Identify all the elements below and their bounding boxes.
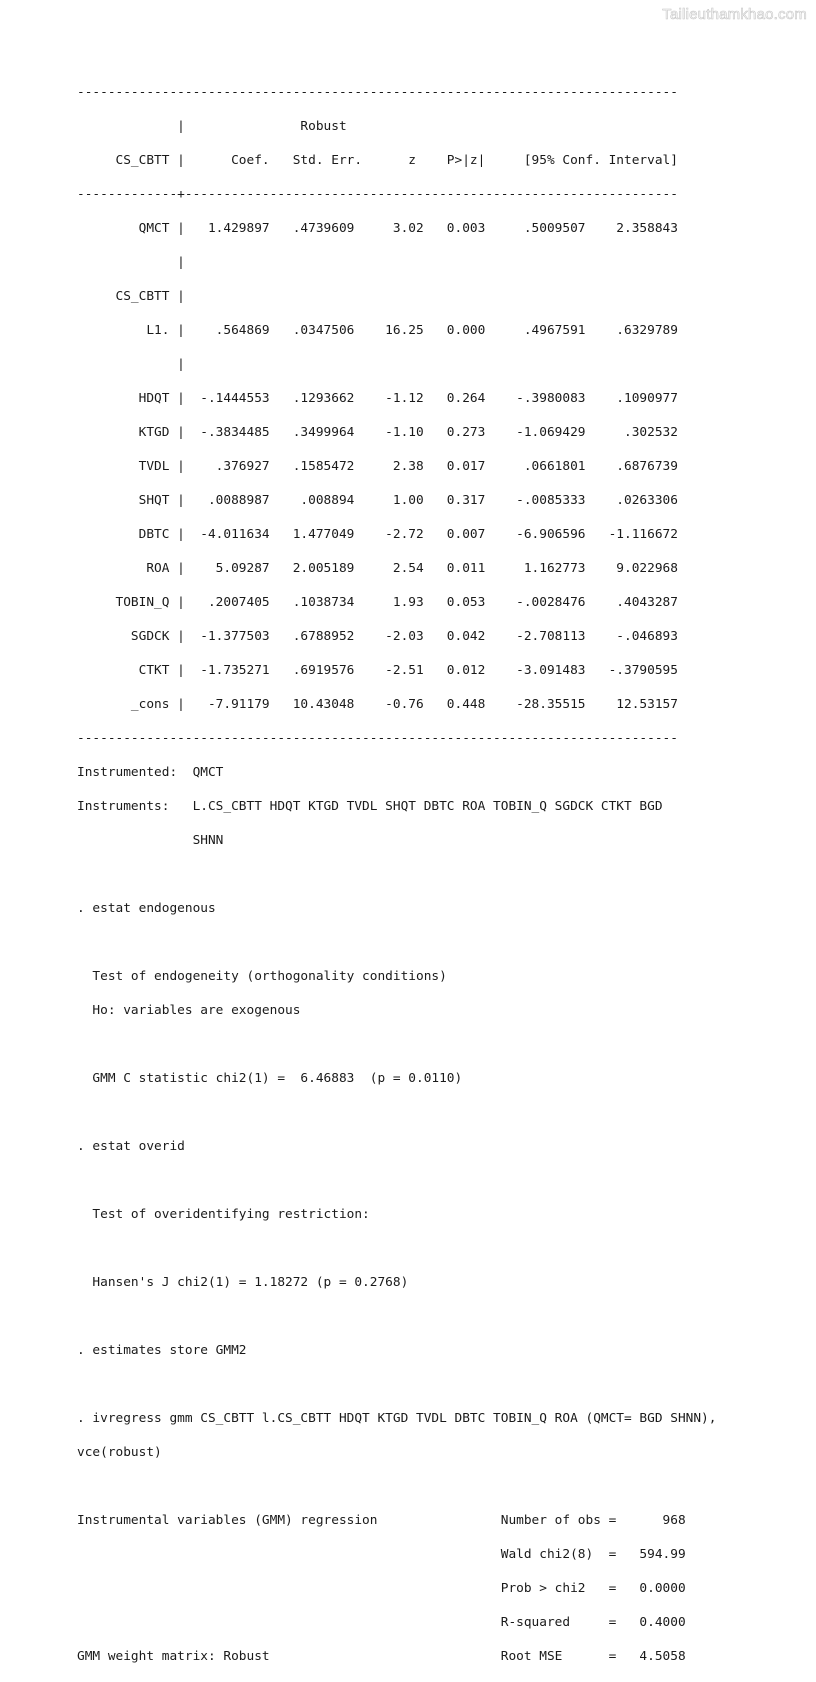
table-rule-top: ------------------------------------------------------------------------------	[77, 85, 678, 100]
blank-line	[77, 866, 777, 883]
endogeneity-hypothesis: Ho: variables are exogenous	[77, 1003, 301, 1018]
table-row: KTGD | -.3834485 .3499964 -1.10 0.273 -1.069429 .302532	[77, 425, 678, 440]
table-header-columns: CS_CBTT | Coef. Std. Err. z P>|z| [95% Conf. Interval]	[77, 153, 678, 168]
table-rule-mid: -------------+----------------------------------------------------------------	[77, 187, 678, 202]
command-ivregress: . ivregress gmm CS_CBTT l.CS_CBTT HDQT KTGD TVDL DBTC TOBIN_Q ROA (QMCT= BGD SHNN),	[77, 1411, 717, 1426]
table-row: SHQT | .0088987 .008894 1.00 0.317 -.0085333 .0263306	[77, 493, 678, 508]
blank-line	[77, 1478, 777, 1495]
table-row: HDQT | -.1444553 .1293662 -1.12 0.264 -.3980083 .1090977	[77, 391, 678, 406]
instrumented-line: Instrumented: QMCT	[77, 765, 224, 780]
blank-line	[77, 1240, 777, 1257]
table-row: _cons | -7.91179 10.43048 -0.76 0.448 -28.35515 12.53157	[77, 697, 678, 712]
blank-line	[77, 1376, 777, 1393]
gmm-c-statistic: GMM C statistic chi2(1) = 6.46883 (p = 0.0110)	[77, 1071, 463, 1086]
table-row: CTKT | -1.735271 .6919576 -2.51 0.012 -3.091483 -.3790595	[77, 663, 678, 678]
blank-line	[77, 934, 777, 951]
table-row: |	[77, 255, 185, 270]
command-estat-overid: . estat overid	[77, 1139, 185, 1154]
regression-summary-line: Instrumental variables (GMM) regression Number of obs = 968	[77, 1513, 686, 1528]
blank-line	[77, 1036, 777, 1053]
table-row: QMCT | 1.429897 .4739609 3.02 0.003 .5009507 2.358843	[77, 221, 678, 236]
table-row: ROA | 5.09287 2.005189 2.54 0.011 1.162773 9.022968	[77, 561, 678, 576]
table-row: L1. | .564869 .0347506 16.25 0.000 .4967591 .6329789	[77, 323, 678, 338]
command-ivregress-cont: vce(robust)	[77, 1445, 162, 1460]
hansen-j-statistic: Hansen's J chi2(1) = 1.18272 (p = 0.2768)	[77, 1275, 409, 1290]
instruments-line-cont: SHNN	[77, 833, 224, 848]
regression-summary-line: R-squared = 0.4000	[77, 1615, 686, 1630]
blank-line	[77, 1172, 777, 1189]
table-row: TOBIN_Q | .2007405 .1038734 1.93 0.053 -.0028476 .4043287	[77, 595, 678, 610]
command-estimates-store: . estimates store GMM2	[77, 1343, 247, 1358]
table-rule-bottom: ------------------------------------------------------------------------------	[77, 731, 678, 746]
regression-summary-line: GMM weight matrix: Robust Root MSE = 4.5058	[77, 1649, 686, 1664]
stata-output	[77, 67, 777, 1682]
table-row: DBTC | -4.011634 1.477049 -2.72 0.007 -6.906596 -1.116672	[77, 527, 678, 542]
overid-test-title: Test of overidentifying restriction:	[77, 1207, 370, 1222]
regression-summary-line: Prob > chi2 = 0.0000	[77, 1581, 686, 1596]
table-header-robust: | Robust	[77, 119, 347, 134]
regression-summary-line: Wald chi2(8) = 594.99	[77, 1547, 686, 1562]
endogeneity-test-title: Test of endogeneity (orthogonality conditions)	[77, 969, 447, 984]
table-row: SGDCK | -1.377503 .6788952 -2.03 0.042 -2.708113 -.046893	[77, 629, 678, 644]
instruments-line: Instruments: L.CS_CBTT HDQT KTGD TVDL SHQT DBTC ROA TOBIN_Q SGDCK CTKT BGD	[77, 799, 663, 814]
table-row: |	[77, 357, 185, 372]
command-estat-endogenous: . estat endogenous	[77, 901, 216, 916]
blank-line	[77, 1308, 777, 1325]
table-row: TVDL | .376927 .1585472 2.38 0.017 .0661801 .6876739	[77, 459, 678, 474]
table-row: CS_CBTT |	[77, 289, 185, 304]
watermark-text: Tailieuthamkhao.com	[662, 6, 807, 23]
blank-line	[77, 1104, 777, 1121]
